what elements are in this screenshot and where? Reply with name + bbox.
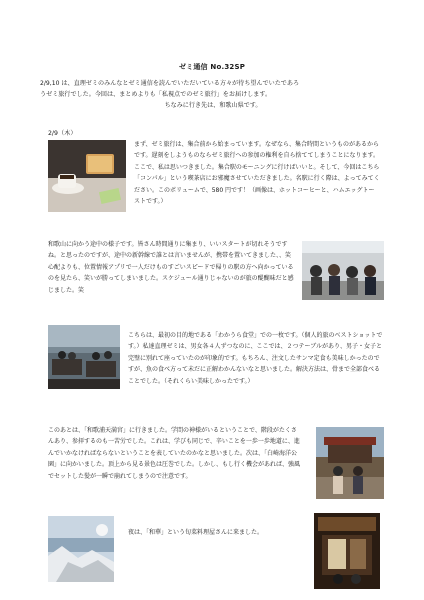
restaurant-photo — [48, 325, 120, 389]
shrine-photo — [316, 427, 384, 499]
restaurant-paragraph: こちらは、最初の目的地である「わかうら食堂」での一枚です。（個人的旅のベストショットです。）私達直理ゼミは、男女各４人ずつなのに、ここでは、２つテーブルがあり、男子・女子と完璧に別れて座っていたのが印象的です。もちろん、注文したサンマ定食も美味しかったのですが、魚の食べ方って未だに正解わかんないなと思いました。解決方法は、骨まで全部食べることでした。（それくらい美味しかったです。） — [128, 332, 383, 385]
breakfast-paragraph: まず、ゼミ旅行は、集合前から始まっています。なぜなら、集合時間というものがあるからです。遅刻をしようものならゼミ旅行への参加の権利を自ら捨ててしまうことになります。ここで、私は思いつきました。集合駅のモーニングに行けばいいと。そして、今回はこちら「コンパル」という喫茶店にお邪魔させていただきました。名駅に行く際は、よってみてください。このボリュームで、580 円です！（画像は、ホットコーヒーと、ハムエッグトーストです。） — [134, 141, 380, 206]
date-label: 2/9（木） — [48, 130, 77, 137]
train-paragraph: 和歌山に向かう途中の様子です。皆さん時間通りに集まり、いいスタートが切れそうですね。と思ったのですが、途中の新幹線で誰とは言いませんが、携帯を置いてきました、、笑 心配よりも、位置情報アプリで一人だけものすごいスピードで帰りの駅の方へ向かっているのを見たら、笑いが勝ってしまいました。スケジュール通りじゃないのが旅の醍醐味だと感じました。笑 — [48, 241, 298, 294]
intro-line-1: 2/9,10 は、直理ゼミのみんなとゼミ通信を読んでいただいている方々が待ち望んでいたであろ — [40, 80, 300, 87]
intro-paragraph — [40, 78, 386, 111]
dinner-paragraph: 夜は、「和華」という旬菜料理屋さんに来ました。 — [128, 529, 264, 536]
intro-line-2: うゼミ旅行でした。今回は、まとめよりも「私視点でのゼミ旅行」をお届けします。 — [40, 91, 272, 98]
train-photo — [302, 241, 384, 300]
shrine-paragraph: このあとは、「和歌浦天満宮」に行きました。学問の神様がいるということで、階段がたくさんあり、参拝するのも一苦労でした。これは、学びも同じで、辛いことを一歩一歩地道に、進んでいかなければならないということを表していたのかなと思いました。次は、「白崎海洋公園」に向かいました。頂上から見る景色は圧巻でした。しかし、もし行く機会があれば、強風でセットした髪が一瞬で崩れてしまうので注意です。 — [48, 427, 301, 480]
page-title: ゼミ通信 No.32SP — [178, 63, 246, 71]
dinner-restaurant-photo — [314, 513, 380, 589]
intro-line-3: ちなみに行き先は、和歌山県です。 — [164, 102, 262, 109]
breakfast-photo — [48, 140, 126, 212]
coast-photo — [48, 516, 114, 582]
